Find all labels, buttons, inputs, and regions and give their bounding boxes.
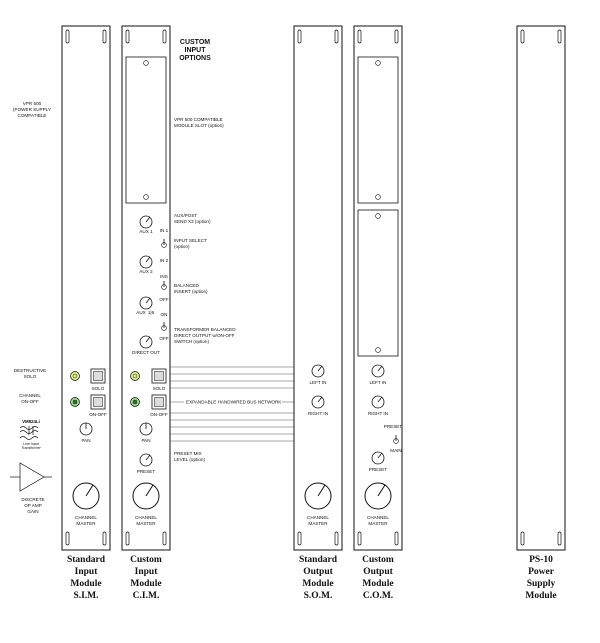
module-title-line1: Standard	[298, 555, 338, 565]
vpr-supply-line3: COMPATIBLE	[17, 113, 47, 118]
channel-master-label-1: CHANNEL	[75, 515, 97, 520]
module-title-line3: Module	[302, 579, 334, 589]
module-com	[354, 26, 402, 601]
transformer-icon	[20, 419, 41, 450]
aux2-label: AUX 2	[139, 269, 153, 274]
module-title-line2: Input	[74, 567, 98, 577]
main-label: MAIN	[390, 448, 402, 453]
module-title-line2: Power	[528, 567, 554, 577]
solo-led	[71, 372, 80, 381]
destructive-solo-line1: DESTRUCTIVE	[13, 368, 47, 373]
module-ps10	[517, 26, 565, 601]
module-title-line2: Input	[134, 567, 158, 577]
vpr-module-slot-1	[358, 57, 398, 203]
custom-options-heading	[179, 39, 211, 62]
aux3-suffix: 1|6	[147, 310, 155, 315]
transformer-caption-2: Transformer	[21, 446, 41, 450]
bus-network-label: EXPANDABLE HANDWIRED BUS NETWORK	[186, 399, 282, 405]
module-title-line4: C.O.M.	[362, 591, 394, 601]
direct-out-label: DIRECT OUT	[132, 350, 160, 355]
module-title-line1: Custom	[130, 555, 162, 565]
note-module-slot-2: MODULE SLOT (option)	[174, 123, 224, 128]
vpr-module-slot	[126, 57, 166, 203]
right-in-label: RIGHT IN	[367, 411, 389, 416]
preset-label: PRESET	[368, 467, 388, 472]
transformer-caption-1: Line Input	[23, 442, 39, 446]
preset-top-label: PRESET	[383, 424, 403, 429]
module-sim	[62, 26, 110, 601]
note-preset-mix-1: PRESET MIX	[174, 451, 202, 456]
vpr-supply-line2: (POWER SUPPLY	[13, 107, 51, 112]
module-title-line4: C.I.M.	[132, 591, 160, 601]
vpr-supply-line1: VPR 500	[22, 101, 42, 106]
right-in-label: RIGHT IN	[307, 411, 329, 416]
left-in-label: LEFT IN	[309, 380, 327, 385]
pan-label: PAN	[81, 438, 91, 443]
bus-network	[170, 367, 294, 441]
module-title-line4: Module	[525, 591, 557, 601]
aux1-label: AUX 1	[139, 229, 153, 234]
insert-off-label: OFF	[159, 297, 169, 302]
heading-line2: INPUT	[184, 47, 206, 54]
solo-label: SOLO	[91, 386, 105, 391]
channel-master-label-2: MASTER	[76, 521, 96, 526]
preset-label: PRESET	[136, 469, 156, 474]
note-direct-1: TRANSFORMER BALANCED	[174, 327, 236, 332]
heading-line1: CUSTOM	[179, 39, 211, 46]
channel-onoff-line1: CHANNEL	[19, 393, 41, 398]
module-title-line4: S.O.M.	[303, 591, 333, 601]
vpr-module-slot-2	[358, 210, 398, 356]
module-title-line1: Custom	[362, 555, 394, 565]
module-title-line3: Supply	[526, 579, 556, 589]
module-cim	[122, 26, 170, 601]
note-module-slot-1: VPR 500 COMPATIBLE	[174, 117, 223, 122]
destructive-solo-line2: SOLO	[23, 374, 37, 379]
opamp-line1: DISCRETE	[21, 497, 45, 502]
channel-master-label-2: MASTER	[308, 521, 328, 526]
direct-off-label: OFF	[159, 336, 169, 341]
left-in-label: LEFT IN	[369, 380, 387, 385]
aux3-label: AUX	[136, 310, 146, 315]
module-title-line3: Module	[70, 579, 102, 589]
solo-label: SOLO	[152, 386, 166, 391]
note-input-select-1: INPUT SELECT	[174, 238, 207, 243]
note-preset-mix-2: LEVEL (option)	[174, 457, 205, 462]
channel-onoff-line2: ON-OFF	[21, 399, 39, 404]
module-title-line1: PS-10	[529, 555, 553, 565]
pan-label: PAN	[141, 438, 151, 443]
module-title-line1: Standard	[66, 555, 106, 565]
module-title-line2: Output	[303, 567, 333, 577]
in2-label: IN 2	[159, 258, 169, 263]
module-title-line4: S.I.M.	[73, 591, 99, 601]
note-aux-post-2: SEND X3 (option)	[174, 219, 211, 224]
note-direct-2: DIRECT OUTPUT w/ON-OFF	[174, 333, 235, 338]
opamp-line3: GAIN	[27, 509, 39, 514]
channel-master-label-1: CHANNEL	[367, 515, 389, 520]
ins-label: INS	[160, 274, 168, 279]
direct-on-label: ON	[160, 312, 168, 317]
module-title-line3: Module	[362, 579, 394, 589]
note-direct-3: SWITCH (option)	[174, 339, 209, 344]
heading-line3: OPTIONS	[179, 55, 211, 62]
opamp-line2: OP AMP	[24, 503, 42, 508]
channel-master-label-1: CHANNEL	[135, 515, 157, 520]
module-title-line2: Output	[363, 567, 393, 577]
note-balanced-2: INSERT (option)	[174, 289, 208, 294]
transformer-logo: VM824Li	[22, 419, 40, 424]
channel-master-label-2: MASTER	[136, 521, 156, 526]
module-title-line3: Module	[130, 579, 162, 589]
note-aux-post-1: AUX/POST	[174, 213, 198, 218]
opamp-icon	[10, 463, 52, 514]
note-input-select-2: (option)	[174, 244, 190, 249]
channel-master-label-1: CHANNEL	[307, 515, 329, 520]
onoff-label: ON-OFF	[89, 412, 107, 417]
onoff-label: ON-OFF	[150, 412, 168, 417]
module-som	[294, 26, 342, 601]
channel-master-label-2: MASTER	[368, 521, 388, 526]
solo-led	[131, 372, 140, 381]
vpr-supply-note	[13, 101, 51, 118]
note-balanced-1: BALANCED	[174, 283, 199, 288]
in1-label: IN 1	[159, 228, 169, 233]
